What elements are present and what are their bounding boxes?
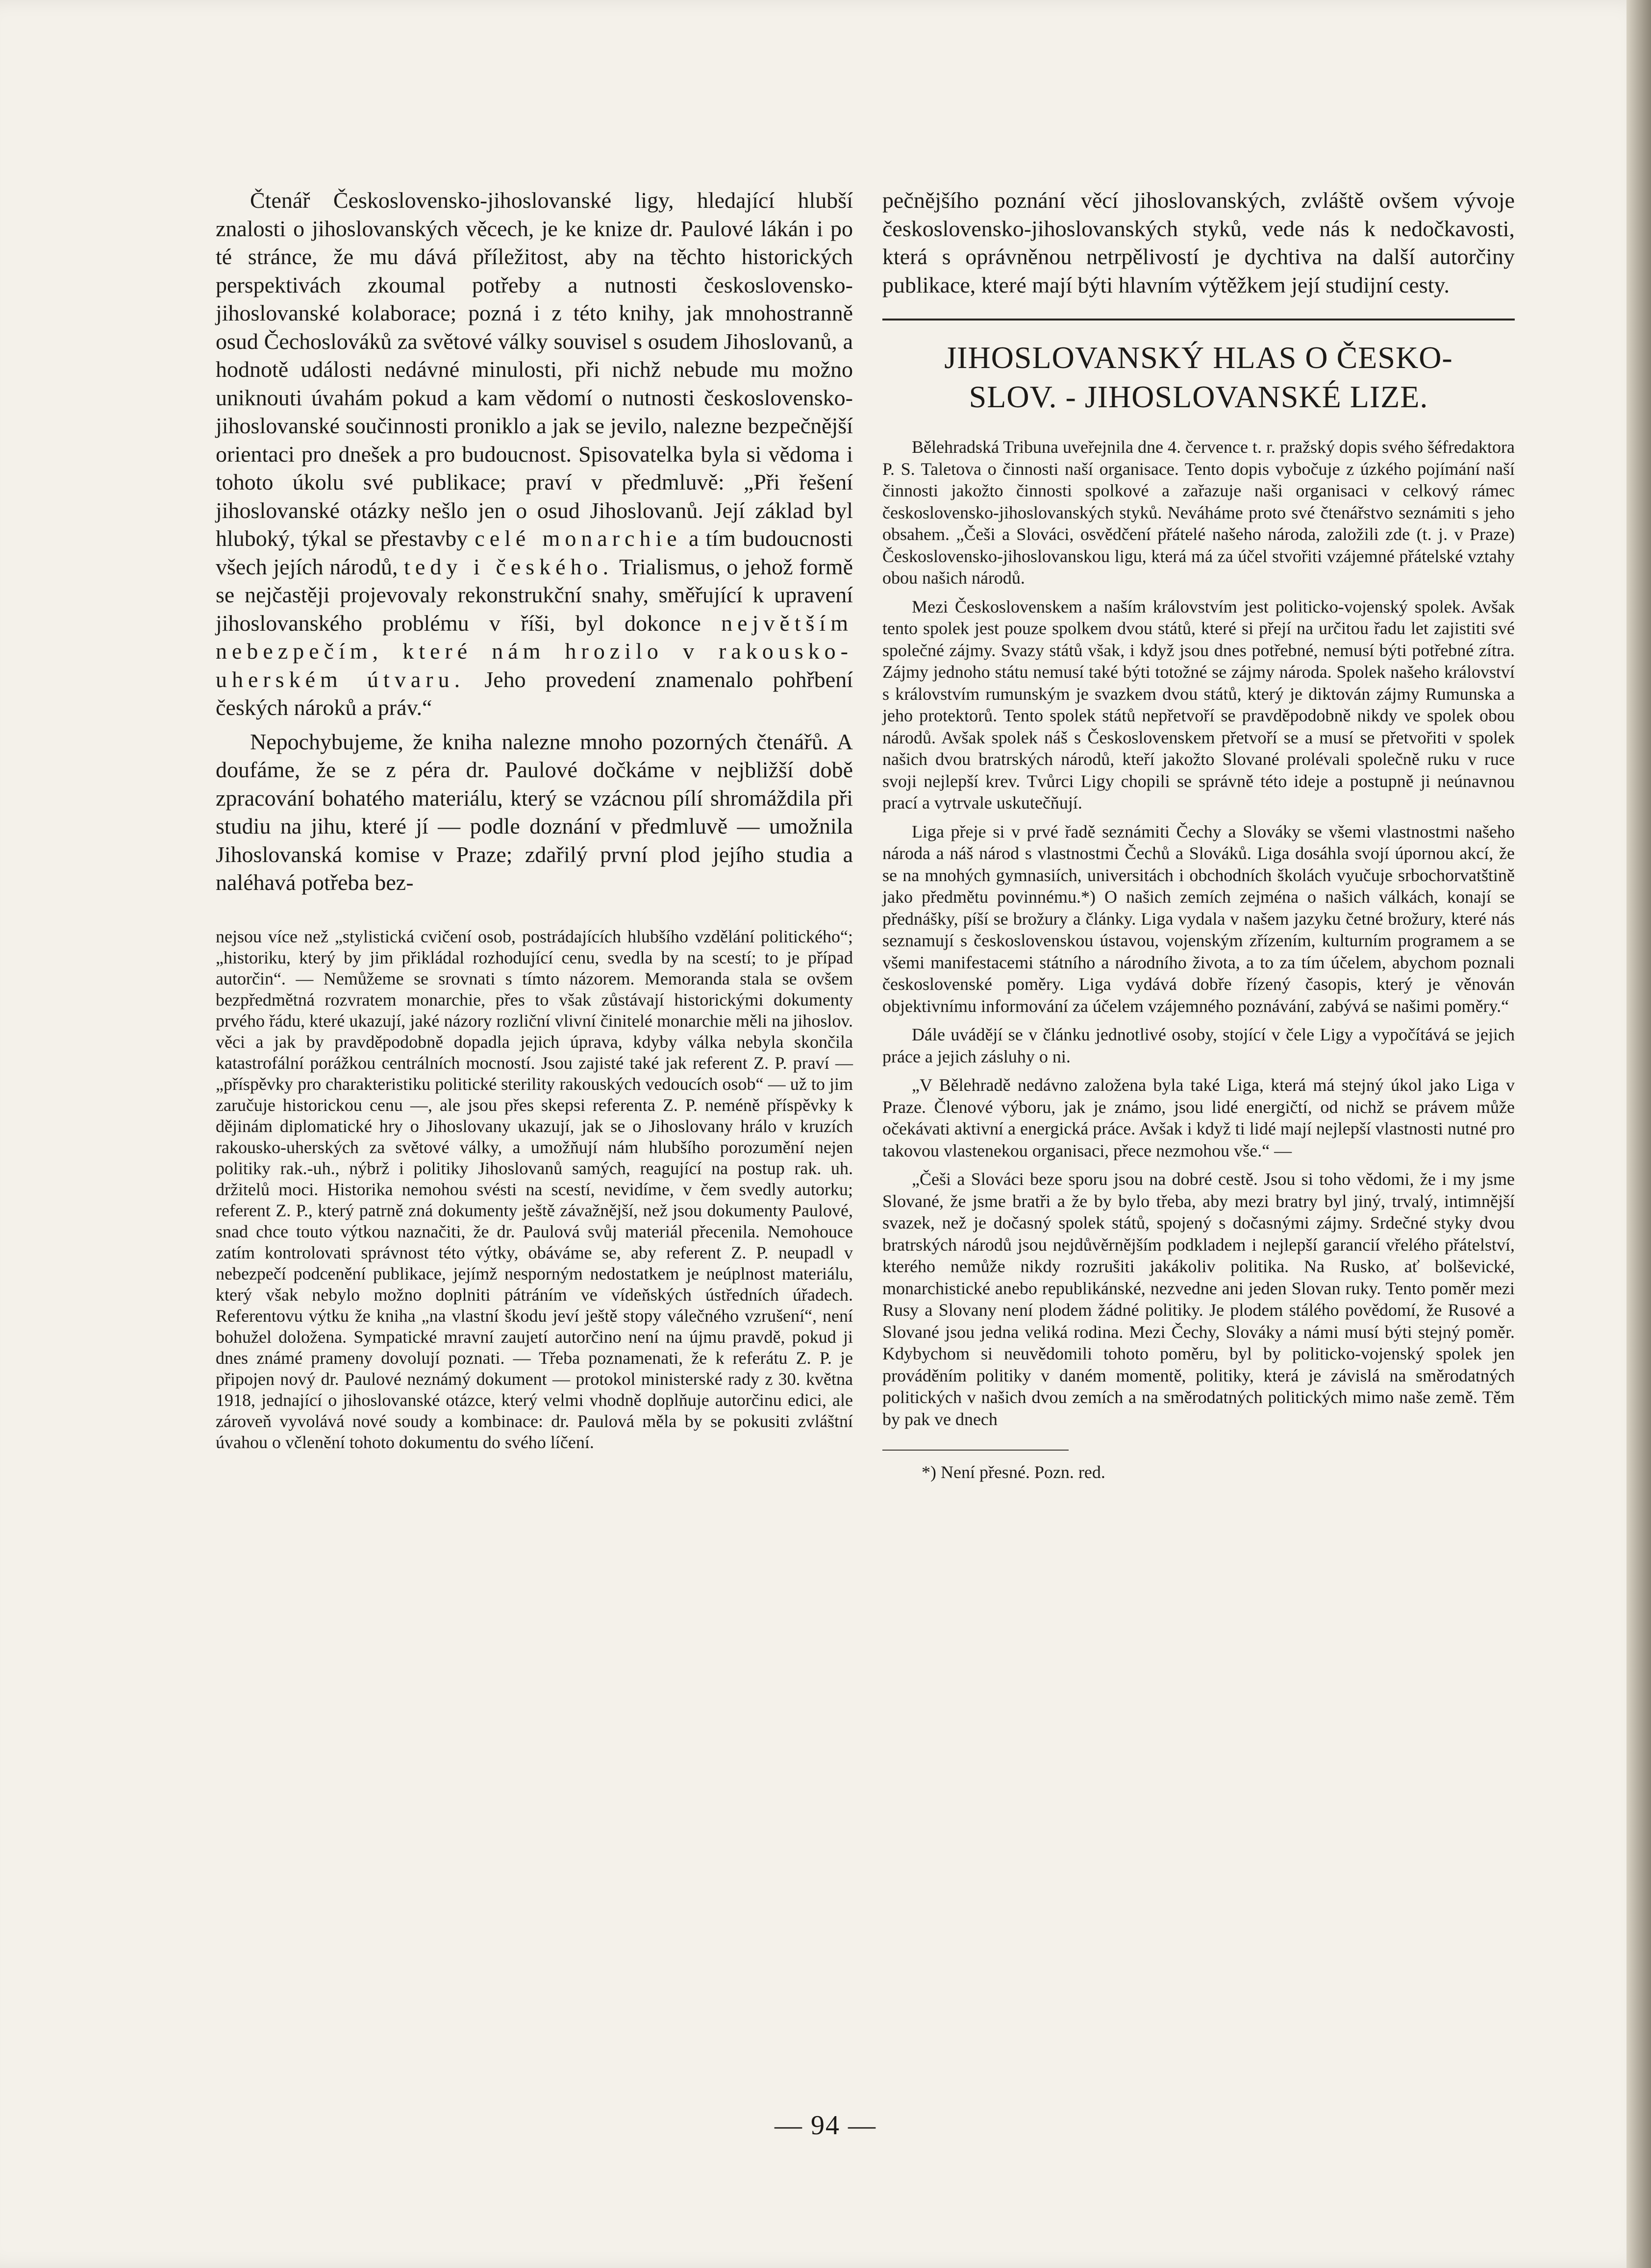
footnote-text: nejsou více než „stylistická cvičení osob, postrádajících hlubšího vzdělání politického“; „historiku, který by jim přikládal rozhodující cenu, svedla by na scestí; to je případ autorčin“. — Nemůžeme se srovnati s tímto názorem. Memoranda stala se ovšem bezpředmětná rozvratem monarchie, přes to však zůstávají historickými dokumenty prvého řádu, které ukazují, jaké názory rozliční vlivní činitelé monarchie měli na jihoslov. věci a jak by pravděpodobně dopadla jejich úprava, kdyby válka nebyla skončila katastrofální porážkou centrálních mocností. Jsou zajisté také jak referent Z. P. praví — „příspěvky pro charakteristiku politické sterility rakouských vedoucích osob“ — už to jim zaručuje historickou cenu —, ale jsou přes skepsi referenta Z. P. neméně příspěvky k dějinám diplomatické hry o Jihoslovany ukazují, jak se o Jihoslovany hrálo v kruzích rakousko-uherských za světové války, a umožňují nám hlubšího porozumění nejen politiky rak.-uh., nýbrž i politiky Jihoslovanů samých, reagující na postup rak. uh. držitelů moci. Historika nemohou svésti na scestí, nevidíme, v čem svedly autorku; referent Z. P., který patrně zná dokumenty ještě závažnější, než jsou dokumenty Paulové, snad chce touto výtkou naznačiti, že dr. Paulová svůj materiál přecenila. Nemohouce zatím kontrolovati správnost této výtky, obáváme se, aby referent Z. P. neupadl v nebezpečí podcenění publikace, jejímž nesporným nedostatkem je neúplnost materiálu, který však nebylo možno doplniti pátráním ve vídeňských ústředních úřadech. Referentovu výtku že kniha „na vlastní škodu jeví ještě stopy válečného vzrušení“, není bohužel doložena. Sympatické mravní zaujetí autorčino není na újmu pravdě, pokud ji dnes známé prameny dovolují poznati. — Třeba poznamenati, že k referátu Z. P. je připojen nový dr. Paulové neznámý dokument — protokol ministerské rady z 30. května 1918, jednající o jihoslovanské otázce, který velmi vhodně doplňuje autorčinu edici, ale zároveň vyvolává nové soudy a kombinace: dr. Paulová měla by se pokusiti zvláštní úvahou o včlenění tohoto dokumentu do svého líčení. [216,926,853,1452]
footnote-divider [882,1450,1069,1451]
left-footnote [216,926,853,1453]
spaced-phrase-nebezpeci: největším nebezpečím, které nám hrozilo v rakousko-uherském útvaru. [216,610,853,692]
page-number: — 94 — [775,2110,876,2141]
left-paragraph-2: Nepochybujeme, že kniha nalezne mnoho pozorných čtenářů. A doufáme, že se z péra dr. Paulové dočkáme v nejbližší době zpracování bohatého materiálu, který se vzácnou pílí shromáždila při studiu na jihu, které jí — podle doznání v předmluvě — umožnila Jihoslovanská komise v Praze; zdařilý první plod jejího studia a naléhavá potřeba bez- [216,729,853,895]
article-paragraph-1: Bělehradská Tribuna uveřejnila dne 4. července t. r. pražský dopis svého šéfredaktora P. S. Taletova o činnosti naší organisace. Tento dopis vybočuje z úzkého pojímání naší činnosti jakožto činnosti spolkové a zařazuje naši organisaci v celkový rámec československo-jihoslovanských styků. Neváháme proto své čtenářstvo seznámiti s jeho obsahem. „Češi a Slováci, osvědčení přátelé našeho národa, založili zde (t. j. v Praze) Československo-jihoslovanskou ligu, která má za účel stvořiti vzájemné přátelské vztahy obou našich národů. [882,437,1515,588]
editor-footnote: *) Není přesné. Pozn. red. [922,1462,1105,1482]
right-main-text [882,186,1515,299]
left-main-text [216,186,853,897]
page-edge-shadow [1626,0,1651,2268]
left-paragraph-1-end: Jeho provedení znamenalo pohřbení českých nároků a práv.“ [216,666,853,720]
left-paragraph-1-mid-2: Trialismus, o jehož formě se nejčastěji projevovaly rekonstrukční snahy, směřující k upravení jihoslovanského problému v říši, byl dokonce [216,554,853,636]
left-paragraph-1 [216,186,853,722]
article-paragraph-4: Dále uvádějí se v článku jednotlivé osoby, stojící v čele Ligy a vypočítává se jejich práce a jejich zásluhy o ni. [882,1025,1515,1066]
headline-line-1: JIHOSLOVANSKÝ HLAS O ČESKO- [944,340,1453,375]
article-headline [882,338,1515,417]
article-paragraph-3: Liga přeje si v prvé řadě seznámiti Čechy a Slováky se všemi vlastnostmi našeho národa a náš národ s vlastnostmi Čechů a Slováků. Liga dosáhla svojí úpornou akcí, že se na mnohých gymnasiích, universitách i obchodních školách vyučuje srbochorvatštině jako předmětu povinnému.*) O našich zemích zejména o našich válkách, konají se přednášky, píší se brožury a články. Liga vydala v našem jazyku četné brožury, které nás seznamují s československou ústavou, vojenským zřízením, kulturním programem a se všemi manifestacemi státního a národního života, a to za tím účelem, abychom poznali československé poměry. Liga vydává dobře řízený časopis, který je věnován objektivnímu informování za účelem vzájemného poznávání, zabývá se našimi poměry.“ [882,821,1515,1016]
continuation-paragraph: pečnějšího poznání věcí jihoslovanských, zvláště ovšem vývoje československo-jihoslovanských styků, vede nás k nedočkavosti, která s oprávněnou netrpělivostí je dychtiva na další autorčiny publikace, které mají býti hlavním výtěžkem její studijní cesty. [882,188,1515,297]
article-paragraph-5: „V Bělehradě nedávno založena byla také Liga, která má stejný úkol jako Liga v Praze. Členové výboru, jak je známo, jsou lidé energičtí, od nichž se právem může očekávati aktivní a energická práce. Avšak i když ti lidé mají nejlepší vlastnosti nutné pro takovou vlastenekou organisaci, přece nezmohou vše.“ — [882,1075,1515,1160]
left-paragraph-1-start: Čtenář Československo-jihoslovanské ligy, hledající hlubší znalosti o jihoslovanských věcech, je ke knize dr. Paulové lákán i po té stránce, že mu dává příležitost, aby na těchto historických perspektivách zkoumal potřeby a nutnosti československo-jihoslovanské kolaborace; pozná i z této knihy, jak mnohostranně osud Čechoslováků za světové války souvisel s osudem Jihoslovanů, a hodnotě události nedávné minulosti, při nichž nebude mu možno uniknouti úvahám pokud a kam vědomí o nutnosti československo-jihoslovanské součinnosti proniklo a jak se jevilo, nalezne bezpečnější orientaci pro dnešek a pro budoucnost. Spisovatelka byla si vědoma i tohoto úkolu své publikace; praví v předmluvě: „Při řešení jihoslovanské otázky nešlo jen o osud Jihoslovanů. Její základ byl hluboký, týkal se přestavby [216,188,853,551]
article-body [882,436,1515,1430]
article-paragraph-2: Mezi Československem a naším královstvím jest politicko-vojenský spolek. Avšak tento spolek jest pouze spolkem dvou států, které si přejí na určitou řadu let zajistiti své společné zájmy. Svazy států však, i když jsou dnes potřebné, nemusí býti potřebné zítra. Zájmy jednoho státu nemusí také býti totožné se zájmy národa. Spolek našeho království s královstvím rumunským je svazkem dvou států, který je diktován zájmy Rumunska a jeho protektorů. Tento spolek států nepřetvoří se pravděpodobně nikdy ve spolek obou národů. Avšak spolek náš s Československem přetvoří se a musí se přetvořiti v spolek našich dvou bratrských národů, kteří jakožto Slované prolévali společně ruku v ruce svoji nejlepší krev. Tvůrci Ligy chopili se správně této ideje a postupně ji neúnavnou prací a vytrvale uskutečňují. [882,596,1515,813]
spaced-phrase-ceskeho: tedy i českého. [404,554,614,579]
spaced-phrase-monarchie: celé monarchie [475,526,682,551]
section-divider [882,319,1515,320]
headline-line-2: SLOV. - JIHOSLOVANSKÉ LIZE. [969,379,1428,414]
article-paragraph-6: „Češi a Slováci beze sporu jsou na dobré cestě. Jsou si toho vědomi, že i my jsme Slované, že jsme bratři a že by bylo třeba, aby mezi bratry byl jiný, trvalý, intimnější svazek, než je dočasný spolek států, spojený s dočasnými zájmy. Srdečné styky dvou bratrských národů jsou nejdůvěrnějším podkladem i nejlepší garancií vřelého přátelství, kterého nemůže nikdy rozrušiti jakákoliv politika. Na Rusko, ať bolševické, monarchistické anebo republikánské, nezvedne ani jeden Slovan ruky. Tento poměr mezi Rusy a Slovany není plodem žádné politiky. Je plodem stálého povědomí, že Rusové a Slované jsou jedna veliká rodina. Mezi Čechy, Slováky a námi musí býti stejný poměr. Kdybychom si neuvědomili tohoto poměru, byl by politicko-vojenský spolek jen prováděním politiky v daném momentě, politiky, která je závislá na směrodatných politických v našich dvou zemích a na směrodatných politických mimo naše země. Těm by pak ve dnech [882,1169,1515,1429]
left-paragraph-1-mid-1: a tím budoucnosti všech jejích národů, [216,526,853,579]
right-column [882,186,1515,1483]
left-column [216,186,853,1453]
